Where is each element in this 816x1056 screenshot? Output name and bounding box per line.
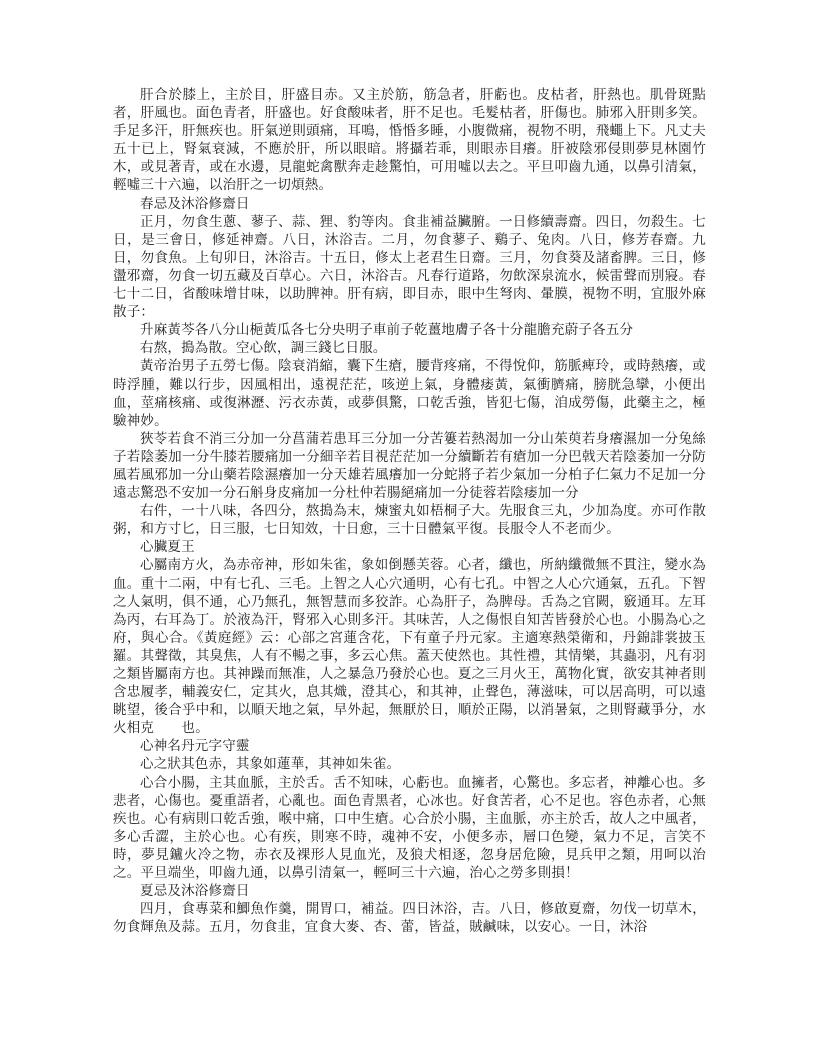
- section-heading-heart-summer: 心臟夏王: [140, 539, 195, 555]
- paragraph-powder-preparation: 右熬，搗為散。空心飲，調三錢匕日服。: [140, 340, 387, 356]
- paragraph-heart-description: 心屬南方火，為赤帝神，形如朱雀，象如倒懸芙蓉。心者，纖也，所納纖微無不貫注，變水為血。重十二兩，中有七孔、三毛。上智之人心穴通明，心有七孔。中智之人心穴通氣，五孔。下智之人氣明，俱不通，心乃無孔，無智慧而多狡詐。心為肝子，為脾母。舌為之官闕，竅通耳。左耳為丙，右耳為丁。於液為汗，腎邪入心則多汗。其味苦，人之傷恨自知苦皆發於心也。小腸為心之府，與心合。《黃庭經》云：心部之宮蓮含花，下有童子丹元家。主適寒熱榮衛和，丹錦誹裳披玉羅。其聲徵，其臭焦，人有不暢之事，多云心焦。蓋天使然也。其性禮，其情樂，其蟲羽，凡有羽之類皆屬南方也。其神躁而無准，人之暴急乃發於心也。夏之三月火王，萬物化實，欲安其神者則含忠履孝，輔義安仁，定其火，息其熾，澄其心，和其神，止聲色，薄滋味，可以居高明，可以遠眺望，後合乎中和，以順天地之氣，早外起，無厭於日，順於正陽，以消暑氣，之則腎藏爭分，水火相克 也。: [113, 557, 706, 736]
- paragraph-liver-symptoms: 肝合於膝上，主於目，肝盛目赤。又主於筋，筋急者，肝虧也。皮枯者，肝熱也。肌骨斑點者，肝風也。面色青者，肝盛也。好食酸味者，肝不足也。毛髮枯者，肝傷也。肺邪入肝則多笑。手足多汗，肝無疾也。肝氣逆則頭痛，耳鳴，惛惛多睡，小腹微痛，視物不明，飛蠅上下。凡丈夫五十已上，腎氣衰減，不應於肝，所以眼暗。將攝若乖，則眼赤目癢。肝被陰邪侵則夢見林園竹木，或見著青，或在水邊，見龍蛇禽獸奔走趁驚怕，可用噓以去之。平旦叩齒九通，以鼻引清氣，輕噓三十六遍，以治肝之一切煩熱。: [113, 87, 706, 193]
- section-heading-spring-taboos: 春忌及沐浴修齋日: [140, 195, 250, 211]
- paragraph-shengma-powder-recipe: 升麻黃芩各八分山梔黃瓜各七分央明子車前子乾薑地膚子各十分龍膽充蔚子各五分: [140, 322, 634, 338]
- section-heading-heart-spirit: 心神名丹元字守靈: [140, 738, 250, 754]
- section-heading-summer-taboos: 夏忌及沐浴修齋日: [140, 883, 250, 899]
- paragraph-summer-months: 四月，食專菜和鯽魚作羹，開胃口，補益。四日沐浴，吉。八日，修啟夏齋，勿伐一切草木，勿食輝魚及蒜。五月，勿食韭，宜食大麥、杏、蕾，皆益，賊鹹味，以安心。一日，沐浴: [113, 901, 706, 935]
- paragraph-spring-months: 正月，勿食生蔥、蓼子、蒜、狸、豹等肉。食韭補益臟腑。一日修續壽齋。四日，勿殺生。七日，是三會日，修延神齋。八日，沐浴吉。二月，勿食蓼子、鷄子、兔肉。八日，修芳春齋。九日，勿食魚。上旬卯日，沐浴吉。十五日，修太上老君生日齋。三月，勿食葵及諸畜脾。三日，修盪邪齋，勿食一切五藏及百草心。六日，沐浴吉。凡春行道路，勿飲深泉流水，候雷聲而別寢。春七十二日，省酸味增甘味，以助脾神。肝有病，即目赤，眼中生弩肉、暈膜，視物不明，宜服外麻散子：: [113, 213, 706, 320]
- paragraph-yellow-emperor-treatment: 黃帝治男子五勞七傷。陰衰消縮，囊下生瘡，腰背疼痛，不得悅仰，筋脈痺玲，或時熱癢，或時浮腫，難以行步，因風相出，遠視茫茫，咳逆上氣，身體痿黃，氣衝臍痛，膀胱急攣，小便出血，莖痛核痛、或復淋瀝、污衣赤黃，或夢俱驚，口乾舌強，皆犯七傷，洎成勞傷，此藥主之，極驗神妙。: [113, 358, 706, 428]
- paragraph-heart-appearance: 心之狀其色赤，其象如蓮華，其神如朱雀。: [140, 756, 401, 772]
- text-block: [113, 86, 706, 936]
- paragraph-heart-symptoms: 心合小腸，主其血脈，主於舌。舌不知味，心虧也。血擁者，心驚也。多忘者，神離心也。多悲者，心傷也。憂重語者，心亂也。面色青黑者，心冰也。好食苦者，心不足也。容色赤者，心無疾也。心有病則口乾舌強，喉中痛，口中生瘡。心合於小腸，主血脈，亦主於舌，故人之中風者，多心舌澀，主於心也。心有疾，則寒不時，魂神不安，小便多赤，層口色變，氣力不足，言笑不時，夢見鑪火冷之物，赤衣及裸形人見血光，及狼犬相逐，忽身居危險，見兵甲之類，用呵以治之。平旦端坐，叩齒九通，以鼻引清氣一，輕呵三十六遍，治心之勞多則損！: [113, 774, 706, 881]
- paragraph-herb-additions-recipe: 狹苓若食不消三分加一分菖蒲若患耳三分加一分苦簍若熱渴加一分山茱萸若身癢濕加一分兔絲子若陰萎加一分牛膝若腰痛加一分細辛若目視茫茫加一分續斷若有瘡加一分巴戟天若陰萎加一分防風若風邪加一分山藥若陰濕癢加一分天雄若風癢加一分蛇將子若少氣加一分柏子仁氣力不足加一分遠志驚恐不安加一分石斛身皮痛加一分杜仲若腸絕痛加一分徒蓉若陰痿加一分: [113, 430, 706, 501]
- paragraph-pill-preparation: 右件，一十八味，各四分，熬搗為末，煉蜜丸如梧桐子大。先服食三丸，少加為度。亦可作散粥，和方寸匕，日三服，七日知效，十日愈，三十日體氣平復。長服令人不老而少。: [113, 503, 706, 537]
